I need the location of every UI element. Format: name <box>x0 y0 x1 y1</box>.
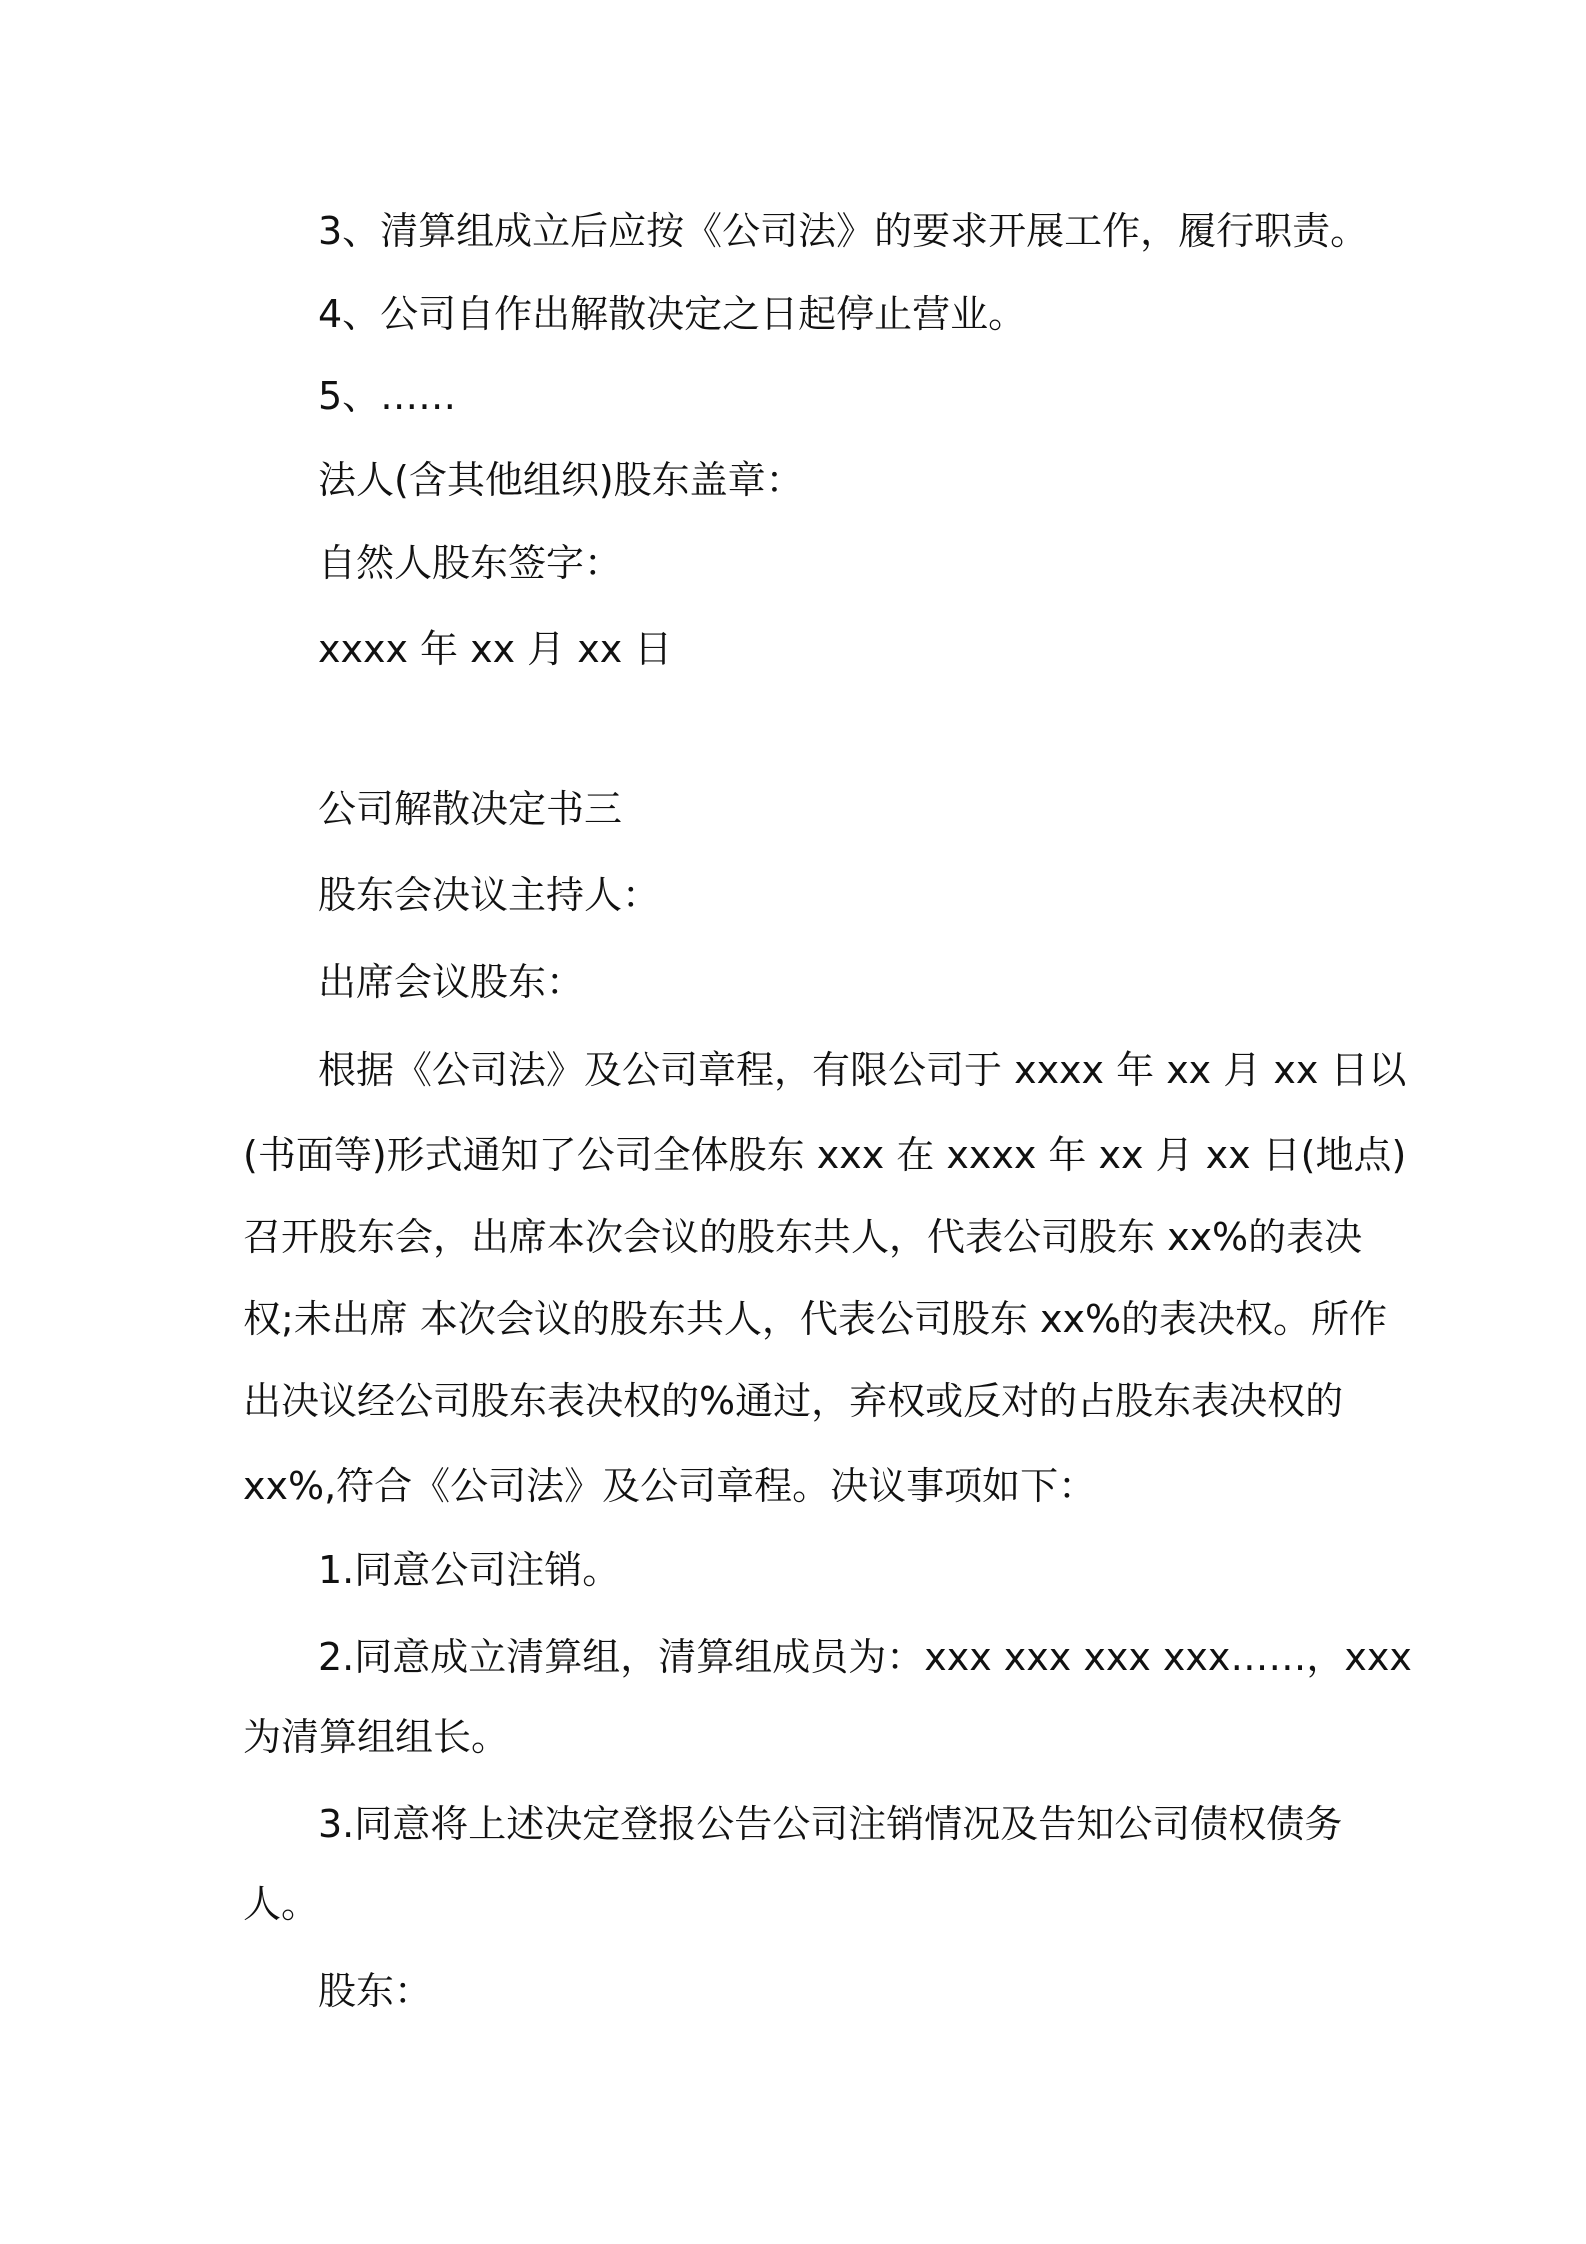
resolution-2-line: 为清算组组长。 <box>243 1715 510 1759</box>
legal-person-seal-label: 法人(含其他组织)股东盖章： <box>318 458 804 502</box>
body-line: (书面等)形式通知了公司全体股东 xxx 在 xxxx 年 xx 月 xx 日(地点) <box>243 1133 1407 1177</box>
body-line: 权;未出席 本次会议的股东共人，代表公司股东 xx%的表决权。所作 <box>243 1297 1388 1341</box>
date-line: xxxx 年 xx 月 xx 日 <box>318 627 673 671</box>
attending-shareholders-label: 出席会议股东： <box>318 960 585 1004</box>
section-title: 公司解散决定书三 <box>318 787 623 831</box>
body-line: xx%,符合《公司法》及公司章程。决议事项如下： <box>243 1464 1097 1508</box>
item-5: 5、…… <box>318 374 457 418</box>
resolution-2-line: 2.同意成立清算组，清算组成员为：xxx xxx xxx xxx……，xxx <box>318 1635 1412 1679</box>
resolution-1: 1.同意公司注销。 <box>318 1548 621 1592</box>
body-line: 召开股东会，出席本次会议的股东共人，代表公司股东 xx%的表决 <box>243 1215 1363 1259</box>
natural-person-sign-label: 自然人股东签字： <box>318 541 623 585</box>
body-line: 出决议经公司股东表决权的%通过，弃权或反对的占股东表决权的 <box>243 1379 1344 1423</box>
meeting-host-label: 股东会决议主持人： <box>318 873 661 917</box>
item-4: 4、公司自作出解散决定之日起停止营业。 <box>318 292 1027 336</box>
shareholders-label: 股东： <box>318 1969 433 2013</box>
item-3: 3、清算组成立后应按《公司法》的要求开展工作，履行职责。 <box>318 209 1369 253</box>
resolution-3-line: 人。 <box>243 1882 320 1926</box>
resolution-3-line: 3.同意将上述决定登报公告公司注销情况及告知公司债权债务 <box>318 1802 1343 1846</box>
body-line: 根据《公司法》及公司章程，有限公司于 xxxx 年 xx 月 xx 日以 <box>318 1048 1407 1092</box>
